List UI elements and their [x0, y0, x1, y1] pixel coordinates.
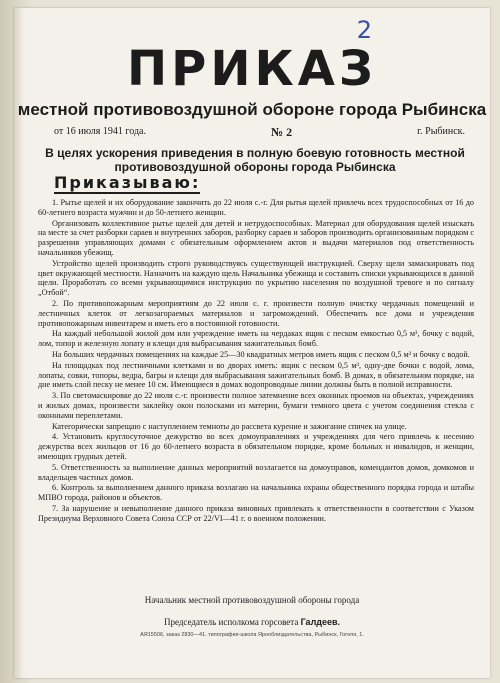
signature-line-2	[14, 616, 490, 628]
signature-role: Председатель исполкома горсовета	[163, 617, 299, 627]
signature-line-1: Начальник местной противовоздушной обороны города	[144, 595, 360, 605]
signature-name: Галдеев.	[300, 617, 341, 627]
paragraph: На каждый небольшой жилой дом или учреждение иметь на чердаках ящик с песком емкостью 0,5 м³, бочку с водой, лом, топор и железную лопату и клещи для выбрасывания зажигательных бомб.	[38, 329, 474, 349]
order-date: от 16 июля 1941 года.	[54, 126, 146, 137]
paragraph: Организовать коллективное рытье щелей для детей и нетрудоспособных. Материал для оборудования щелей изыскать на месте за счет разборки сараев и внутренних заборов, разборку сараев и заборов производить организованным порядком с разрешения управляющих домами с обязательным оформлением актов и выдачи материалов под ответственность начальников убежищ.	[38, 218, 474, 257]
handwritten-number: 2	[356, 16, 372, 44]
paragraph: 4. Установить круглосуточное дежурство во всех домоуправлениях и учреждениях для чего привлечь к несению дежурства всех жильцов от 16 до 60-летнего возраста в обязательном порядке, кроме больных и инвалидов, и женщин, имеющих грудных детей.	[38, 432, 474, 461]
paragraph: На больших чердачных помещениях на каждые 25—30 квадратных метров иметь ящик с песком 0,5 м³ и бочку с водой.	[52, 349, 470, 359]
paragraph: 1. Рытье щелей и их оборудование закончить до 22 июля с.-г. Для рытья щелей привлечь всех трудоспособных от 16 до 60-летнего возраста мужчин и до 50-летнего женщин.	[38, 198, 474, 217]
paragraph: 7. За нарушение и невыполнение данного приказа виновных привлекать к ответственности в соответствии с Указом Президиума Верховного Совета Союза ССР от 22/VI—41 г. о военном положении.	[38, 503, 474, 523]
document-subtitle: местной противовоздушной обороне города Рыбинска	[17, 100, 487, 119]
paragraph: На площадках под лестничными клетками и во дворах иметь: ящик с песком 0,5 м³, одну-две бочки с водой, лома, лопаты, совки, топоры, ведра, багры и клещи для выбрасывания зажигательных бомб. В домах, в обязательном порядке, на дне иметь слой песку не менее 10 см. Имеющиеся в домах водопроводные линии должны быть в полной исправности.	[38, 360, 474, 390]
paragraph: Устройство щелей производить строго руководствуясь существующей инструкцией. Сверху щели замаскировать под цвет окружающей местности. Назначить на каждую щель Начальника убежища и составить списки укрывающихся в данной щели. Проработать со всеми укрывающимися инструкцию по укрытию населения по воздушной тревоге и по сигналу „Отбой“.	[38, 258, 474, 298]
dateline	[54, 125, 465, 139]
order-body	[38, 198, 474, 525]
paragraph: 2. По противопожарным мероприятиям до 22 июля с. г. произвести полную очистку чердачных помещений и лестничных клеток от легкозагораемых материалов и загромождений. Обеспечить все дома и учреждения противопожарным инвентарем и иметь его в постоянной готовности.	[38, 298, 474, 328]
order-number: № 2	[271, 125, 293, 139]
paragraph: 3. По светомаскировке до 22 июля с.-г. произвести полное затемнение всех оконных проемов на объектах, учреждениях и жилых домах, произвести заклейку окон полосками из материи, бумаги темного цвета с учетом соединения стекла с оконными переплетами.	[38, 391, 474, 420]
printer-imprint: АЯ15506, заказ 2830—41. типография-школа Ярооблиздательства, Рыбинск, Гоголя, 1.	[140, 632, 364, 638]
paragraph: 5. Ответственность за выполнение данных мероприятий возлагается на домоуправов, комендантов домов, домкомов и владельцев частных домов.	[38, 462, 474, 482]
paragraph: 6. Контроль за выполнением данного приказа возлагаю на начальника охраны общественного порядка города и штабы МПВО города, районов и объектов.	[38, 483, 474, 503]
document-title: ПРИКАЗ	[126, 41, 377, 97]
order-place: г. Рыбинск.	[417, 126, 465, 137]
preamble: В целях ускорения приведения в полную боевую готовность местной противовоздушной обороны города Рыбинска	[45, 146, 465, 174]
poster-sheet	[14, 8, 490, 678]
paragraph: Категорически запрещаю с наступлением темноты до рассвета курение и зажигание спичек на улице.	[52, 421, 407, 431]
order-heading: Приказываю:	[54, 173, 201, 192]
